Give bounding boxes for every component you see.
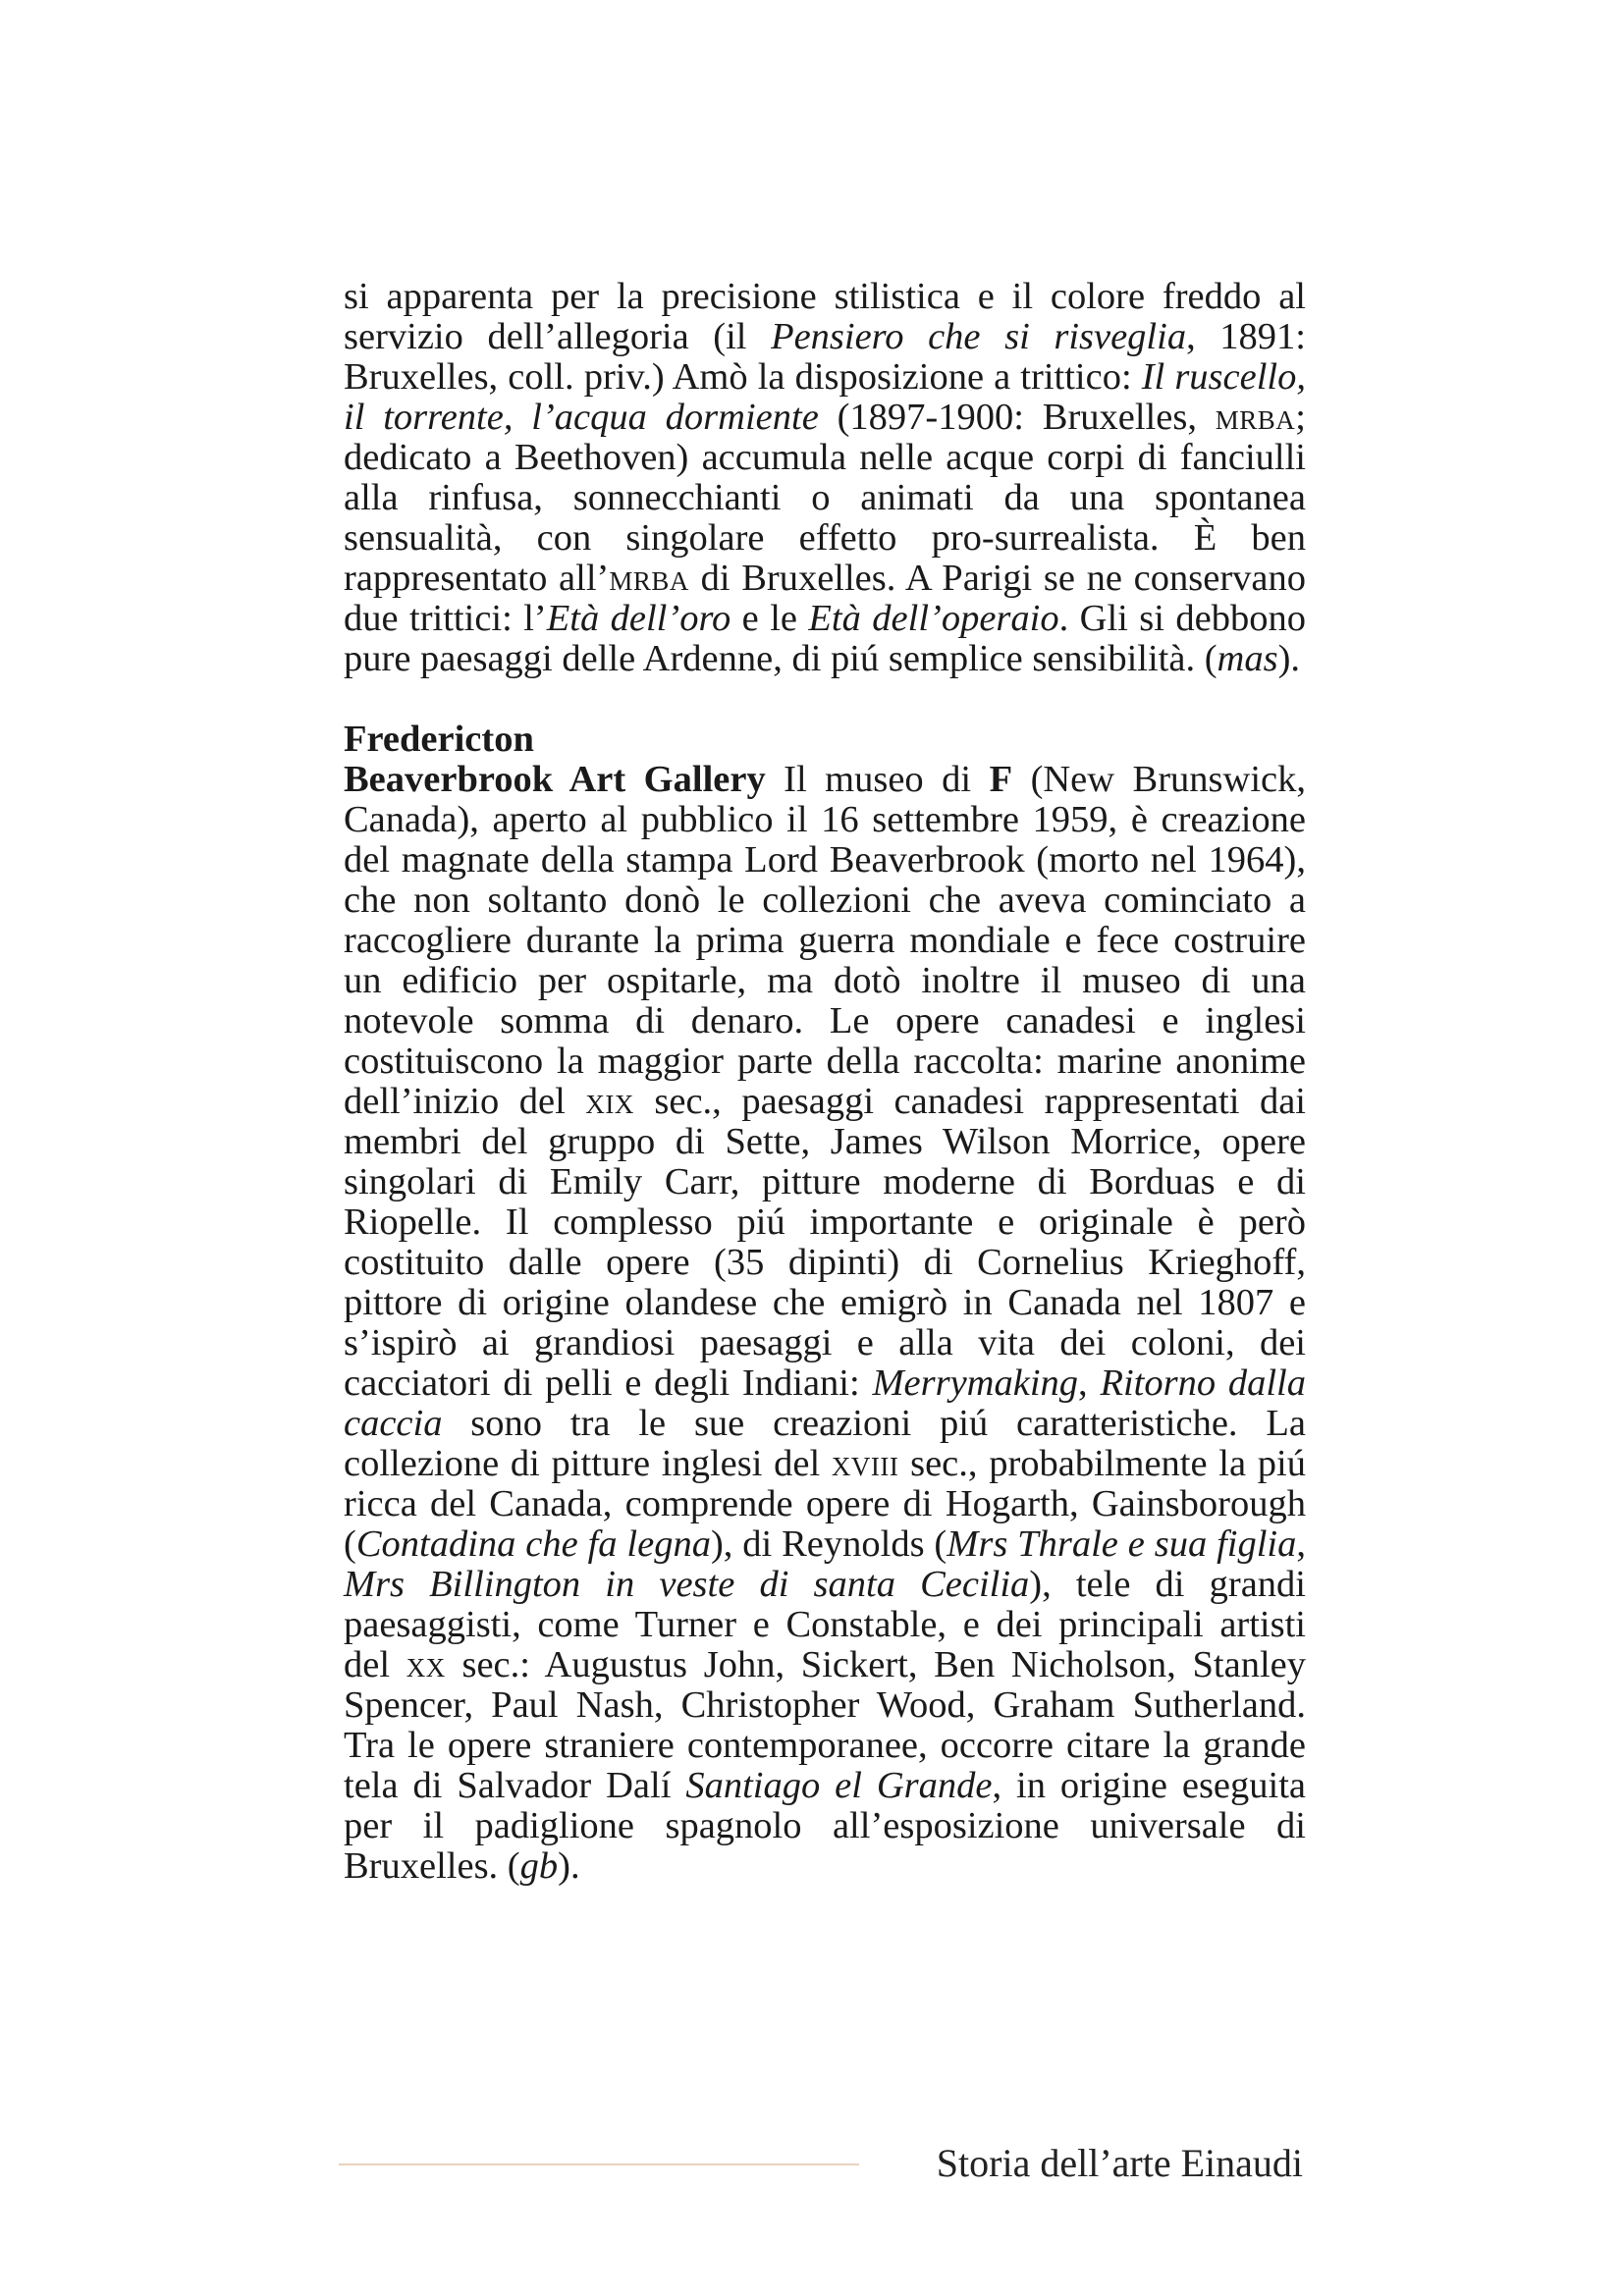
entry-title: Beaverbrook Art Gallery xyxy=(344,759,766,800)
artwork-title: Età dell’operaio xyxy=(808,598,1059,639)
text-run: ; dedicato a Beethoven) accumula nelle acque corpi di fanciulli alla rinfusa, sonnecchianti o animati da una spontanea sensualità, con singolare effetto pro-surrealista. È ben rappresentato all’ xyxy=(344,397,1306,599)
museum-abbreviation: mrba xyxy=(609,558,689,599)
text-run: e le xyxy=(730,598,809,639)
artwork-title: Mrs Billington in veste di santa Cecilia xyxy=(344,1564,1030,1605)
text-run: sec.: Augustus John, Sickert, Ben Nicholson, Stanley Spencer, Paul Nash, Christopher Wood, Graham Sutherland. Tra le opere straniere contemporanee, occorre citare la grande tela di Salvador Dalí xyxy=(344,1644,1306,1806)
entry-paragraph xyxy=(344,760,1306,1887)
text-run: Il museo di xyxy=(765,759,990,800)
entry-abbreviation: F xyxy=(989,759,1013,800)
artwork-title: Pensiero che si risveglia xyxy=(771,316,1187,357)
text-run: sec., paesaggi canadesi rappresentati dai membri del gruppo di Sette, James Wilson Morrice, opere singolari di Emily Carr, pitture moderne di Borduas e di Riopelle. Il complesso piú importante e originale è però costituito dalle opere (35 dipinti) di Cornelius Krieghoff, pittore di origine olandese che emigrò in Canada nel 1807 e s’ispirò ai grandiosi paesaggi e alla vita dei coloni, dei cacciatori di pelli e degli Indiani: xyxy=(344,1081,1306,1404)
footer-rule xyxy=(339,2163,859,2165)
text-run: si apparenta per la precisione stilistica e il colore freddo al servizio dell’allegoria (il xyxy=(344,276,1306,357)
text-run: sec., probabilmente la piú ricca del Canada, comprende opere di Hogarth, Gainsborough ( xyxy=(344,1443,1306,1565)
artwork-title: Santiago el Grande xyxy=(685,1765,993,1806)
text-run: . Gli si debbono pure paesaggi delle Ardenne, di piú semplice sensibilità. ( xyxy=(344,598,1306,679)
text-run: , in origine eseguita per il padiglione spagnolo all’esposizione universale di Bruxelles. ( xyxy=(344,1765,1307,1887)
artwork-title: Contadina che fa legna xyxy=(355,1523,711,1565)
text-run: di Bruxelles. A Parigi se ne conservano due trittici: l’ xyxy=(344,558,1307,639)
artwork-title: Età dell’oro xyxy=(546,598,731,639)
continued-paragraph xyxy=(344,277,1306,679)
century-numeral: xx xyxy=(406,1644,446,1685)
artwork-title: Mrs Thrale e sua figlia xyxy=(947,1523,1297,1565)
footer-label: Storia dell’arte Einaudi xyxy=(936,2141,1303,2185)
text-run: ). xyxy=(1277,638,1301,679)
author-initials: mas xyxy=(1217,638,1278,679)
artwork-title: Merrymaking xyxy=(872,1362,1079,1404)
museum-abbreviation: mrba xyxy=(1215,397,1296,438)
text-run: (New Brunswick, Canada), aperto al pubblico il 16 settembre 1959, è creazione del magnate della stampa Lord Beaverbrook (morto nel 1964), che non soltanto donò le collezioni che aveva cominciato a raccogliere durante la prima guerra mondiale e fece costruire un edificio per ospitarle, ma dotò inoltre il museo di una notevole somma di denaro. Le opere canadesi e inglesi costituiscono la maggior parte della raccolta: marine anonime dell’inizio del xyxy=(344,759,1306,1122)
text-run: , xyxy=(1296,1523,1306,1565)
artwork-title: Ritorno dalla caccia xyxy=(344,1362,1307,1444)
section-heading: Fredericton xyxy=(344,719,534,760)
text-run: ), tele di grandi paesaggisti, come Turner e Constable, e dei principali artisti del xyxy=(344,1564,1306,1685)
text-run: sono tra le sue creazioni piú caratteristiche. La collezione di pitture inglesi del xyxy=(344,1403,1306,1484)
text-run: ), di Reynolds ( xyxy=(710,1523,947,1565)
page-text-column xyxy=(344,277,1306,1887)
text-run: , 1891: Bruxelles, coll. priv.) Amò la disposizione a trittico: xyxy=(344,316,1306,398)
author-initials: gb xyxy=(519,1845,559,1887)
artwork-title: Il ruscello, il torrente, l’acqua dormiente xyxy=(344,356,1306,438)
text-run: ). xyxy=(558,1845,580,1887)
text-run: , xyxy=(1078,1362,1101,1404)
century-numeral: xix xyxy=(585,1081,634,1122)
century-numeral: xviii xyxy=(831,1443,899,1484)
text-run: (1897-1900: Bruxelles, xyxy=(818,397,1216,438)
